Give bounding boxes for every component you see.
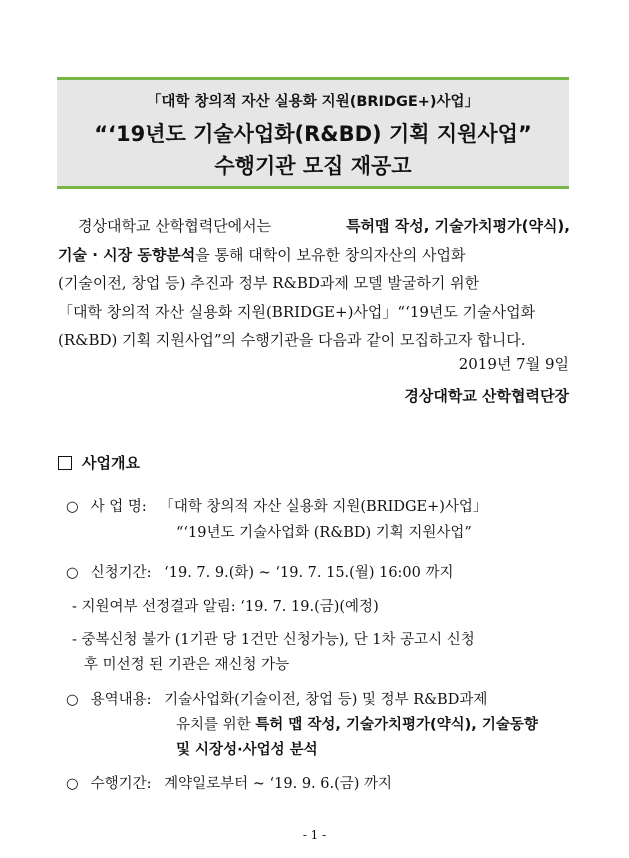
section-title: 사업개요 [82, 454, 140, 472]
intro-line-3: (기술이전, 창업 등) 추진과 정부 R&BD과제 모델 발굴하기 위한 [58, 274, 480, 292]
item-label: 사 업 명: [90, 499, 147, 515]
issuer-name: 경상대학교 산학협력단장 [404, 387, 569, 405]
section-heading [58, 452, 140, 473]
item-service-content [66, 688, 570, 709]
intro-line-2 [58, 241, 570, 270]
circle-bullet-icon: ○ [66, 692, 79, 708]
item-highlight: 특허 맵 작성, 기술가치평가(약식), 기술동향 [255, 717, 538, 733]
item-value: ‘19. 7. 9.(화) ~ ‘19. 7. 15.(월) 16:00 까지 [164, 565, 454, 581]
item-value: 「대학 창의적 자산 실용화 지원(BRIDGE+)사업」 [159, 499, 488, 515]
item-execution-period [66, 772, 392, 793]
intro-line-5: (R&BD) 기획 지원사업”의 수행기관을 다음과 같이 모집하고자 합니다. [58, 331, 526, 349]
circle-bullet-icon: ○ [66, 565, 79, 581]
intro-highlight: 특허맵 작성, 기술가치평가(약식), [346, 217, 570, 235]
item-duplicate-rule: - 중복신청 불가 (1기관 당 1건만 신청가능), 단 1차 공고시 신청 [72, 632, 475, 648]
item-application-period [66, 561, 454, 582]
item-project-name-cont: “‘19년도 기술사업화 (R&BD) 기획 지원사업” [176, 525, 472, 541]
circle-bullet-icon: ○ [66, 499, 79, 515]
item-result-notice: - 지원여부 선정결과 알림: ‘19. 7. 19.(금)(예정) [72, 599, 379, 615]
page-number: - 1 - [302, 828, 327, 842]
item-highlight: 및 시장성·사업성 분석 [176, 742, 318, 758]
intro-line-4: 「대학 창의적 자산 실용화 지원(BRIDGE+)사업」“‘19년도 기술사업화 [58, 302, 536, 321]
intro-text: 을 통해 대학이 보유한 창의자산의 사업화 [195, 245, 466, 264]
title-box [57, 77, 569, 189]
intro-line-1 [58, 212, 570, 241]
square-icon [58, 456, 72, 470]
item-label: 신청기간: [90, 565, 152, 581]
title-program: 「대학 창의적 자산 실용화 지원(BRIDGE+)사업」 [146, 94, 480, 110]
circle-bullet-icon: ○ [66, 776, 79, 792]
title-main: “‘19년도 기술사업화(R&BD) 기획 지원사업” [94, 122, 532, 146]
item-label: 용역내용: [90, 692, 152, 708]
item-value: 계약일로부터 ~ ‘19. 9. 6.(금) 까지 [164, 776, 393, 792]
item-project-name [66, 495, 487, 516]
item-service-content-cont [176, 713, 538, 734]
item-service-content-cont2 [176, 738, 318, 759]
item-value: 기술사업화(기술이전, 창업 등) 및 정부 R&BD과제 [164, 692, 488, 708]
item-duplicate-rule-cont: 후 미선정 된 기관은 재신청 가능 [84, 657, 290, 673]
notice-date: 2019년 7월 9일 [458, 355, 569, 373]
item-value: 유치를 위한 [176, 717, 256, 733]
item-label: 수행기간: [90, 776, 152, 792]
intro-paragraph [58, 212, 570, 355]
intro-text: 경상대학교 산학협력단에서는 [78, 217, 272, 235]
intro-highlight: 기술 · 시장 동향분석 [58, 245, 196, 264]
title-sub: 수행기관 모집 재공고 [214, 154, 412, 178]
